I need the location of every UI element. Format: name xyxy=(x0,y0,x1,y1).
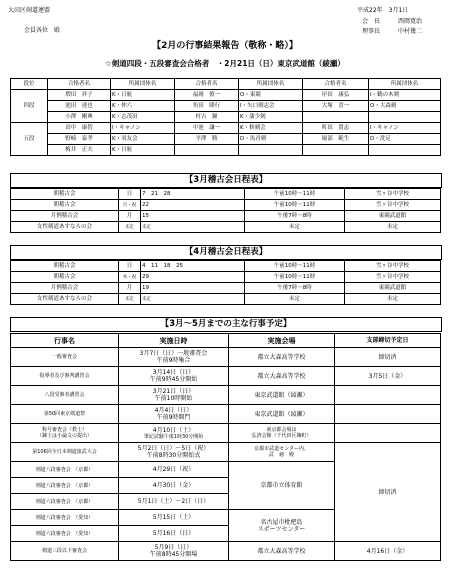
table-cell: 福岡 慎一 xyxy=(175,90,239,101)
table-row xyxy=(11,112,441,123)
table-cell: K・羽友会 xyxy=(111,134,175,145)
table-cell xyxy=(303,145,369,156)
event-venue: 京都市立体育館 xyxy=(229,462,335,510)
col-header: 行事名 xyxy=(11,334,119,348)
table-cell: 田中 康智 xyxy=(48,123,111,134)
col-header: 実施日時 xyxy=(119,334,229,348)
date-line: 3月14日（日） xyxy=(152,369,195,376)
table-cell: K・日航 xyxy=(111,90,175,101)
place: 雪ヶ谷中学校 xyxy=(345,261,441,272)
doc-date: 平成22年 3月1日 xyxy=(357,7,409,14)
place: 東競武道館 xyxy=(345,283,441,294)
table-cell: I・矢口剣志会 xyxy=(239,101,303,112)
table-row xyxy=(11,101,441,112)
table-cell: 岸田 康弘 xyxy=(303,90,369,101)
table-cell: I・鶴の木剣 xyxy=(369,90,441,101)
table-cell xyxy=(369,112,441,123)
event-venue xyxy=(229,510,335,542)
table-cell: I・キャノン xyxy=(111,123,175,134)
event-name: 剣道六段審査会 （愛知） xyxy=(11,526,119,542)
section-title-april: 【4月稽古会日程表】 xyxy=(10,245,442,260)
weekday: 未定 xyxy=(119,294,141,305)
table-row xyxy=(11,145,441,156)
section-title-results: 【2月の行事結果報告（敬称・略）】 xyxy=(152,41,298,51)
table-row xyxy=(11,405,441,424)
col-header: 合格者名 xyxy=(303,79,369,90)
event-name: 月例稽古会 xyxy=(11,211,119,222)
venue-line: 東京都会場は xyxy=(266,427,297,433)
table-row xyxy=(11,272,441,283)
col-header: 所属団体名 xyxy=(239,79,303,90)
table-cell: 中池 謙一 xyxy=(175,123,239,134)
date-line: 4月10日（土） xyxy=(152,426,195,434)
table-row xyxy=(11,261,441,272)
passers-header-row xyxy=(11,79,441,90)
table-cell: 平澤 勝 xyxy=(175,134,239,145)
rank-cell: 五段 xyxy=(11,123,48,156)
event-date: 5月1日（土）～2日（日） xyxy=(119,494,229,510)
event-name: 剣道八段審査会 （愛知） xyxy=(11,510,119,526)
event-date xyxy=(119,542,229,561)
time: 午前10時～11時 xyxy=(245,261,345,272)
event-date xyxy=(119,405,229,424)
col-header: 合格者名 xyxy=(48,79,111,90)
table-cell: O・大森剣 xyxy=(369,101,441,112)
event-name: 朝稽古会 xyxy=(11,261,119,272)
table-cell: 村吉 鐘 xyxy=(175,112,239,123)
dates: 19 xyxy=(141,283,245,294)
place: 雪ヶ谷中学校 xyxy=(345,189,441,200)
date-line: 5月9日（日） xyxy=(154,544,193,551)
sender1-name: 西岡寛治 xyxy=(398,18,423,25)
venue-line: 名古屋市枇杷島 xyxy=(260,518,303,526)
passers-table xyxy=(10,78,441,156)
deadline-empty xyxy=(335,405,441,424)
event-name: 朝稽古会 xyxy=(11,272,119,283)
table-cell xyxy=(369,145,441,156)
col-header: 段位 xyxy=(11,79,48,90)
event-name: 八段受審者講習会 xyxy=(11,386,119,405)
date-line: 午前9時集合 xyxy=(156,357,191,364)
date-line: 午前8時45分開場 xyxy=(149,551,198,558)
table-cell xyxy=(239,145,303,156)
table-cell xyxy=(175,145,239,156)
table-row xyxy=(11,123,441,134)
dates: 未定 xyxy=(141,222,245,233)
weekday: 月・祝 xyxy=(119,200,141,211)
event-name: 剣道八段審査会 （京都） xyxy=(11,478,119,494)
event-name: 朝稽古会 xyxy=(11,189,119,200)
date-line: 午前9時開門 xyxy=(156,414,191,421)
deadline: 3月5日（金） xyxy=(335,367,441,386)
table-row xyxy=(11,90,441,101)
time: 未定 xyxy=(245,294,345,305)
date-line: 3月7日（日）一般審査会 xyxy=(139,350,208,357)
event-venue: 都立大森高等学校 xyxy=(229,542,335,561)
deadline-empty xyxy=(335,424,441,443)
events-header-row xyxy=(11,334,441,348)
time: 未定 xyxy=(245,222,345,233)
sender2-role: 理事長 xyxy=(362,28,381,35)
dates: 7 21 28 xyxy=(141,189,245,200)
table-row xyxy=(11,189,441,200)
date-line: 午前8時30分開始式 xyxy=(146,452,201,459)
event-venue xyxy=(229,443,335,462)
place: 雪ヶ谷中学校 xyxy=(345,200,441,211)
date-line: 5月2日（日）～5日（祝） xyxy=(137,445,210,452)
event-date: 5月16日（日） xyxy=(119,526,229,542)
venue-line: スポーツセンター xyxy=(257,525,306,533)
table-cell: K・志茂田 xyxy=(111,112,175,123)
place: 東競武道館 xyxy=(345,211,441,222)
date-line: 筆記試験午後1時30分開始 xyxy=(143,433,204,440)
addressee: 会員各位 殿 xyxy=(24,27,61,34)
event-date xyxy=(119,443,229,462)
table-cell: D・馬青剣 xyxy=(239,134,303,145)
event-date xyxy=(119,386,229,405)
event-name: 月例稽古会 xyxy=(11,283,119,294)
col-header: 実施会場 xyxy=(229,334,335,348)
date-line: 午前10時開始 xyxy=(154,395,193,402)
table-row xyxy=(11,211,441,222)
dates: 4 11 18 25 xyxy=(141,261,245,272)
place: 雪ヶ谷中学校 xyxy=(345,272,441,283)
event-name: 女性剣道あすなろの会 xyxy=(11,222,119,233)
rank-cell: 四段 xyxy=(11,90,48,123)
table-row xyxy=(11,386,441,405)
deadline: 4月16日（金） xyxy=(335,542,441,561)
table-cell xyxy=(303,112,369,123)
table-cell: 角田 隆行 xyxy=(175,101,239,112)
time: 午後7時～8時 xyxy=(245,283,345,294)
table-cell: D・洗足 xyxy=(369,134,441,145)
dates: 29 xyxy=(141,272,245,283)
date-line: 3月21日（日） xyxy=(152,388,195,395)
event-date xyxy=(119,424,229,443)
event-name: 剣道八段審査会 （京都） xyxy=(11,462,119,478)
org-name: 大田区剣道連盟 xyxy=(8,7,51,14)
table-cell: 池田 達也 xyxy=(48,101,111,112)
event-date: 5月15日（土） xyxy=(119,510,229,526)
deadline: 締切済 xyxy=(335,443,441,542)
event-date xyxy=(119,348,229,367)
table-row xyxy=(11,222,441,233)
table-row xyxy=(11,542,441,561)
events-table xyxy=(10,333,441,561)
deadline: 締切済 xyxy=(335,348,441,367)
weekday: 月 xyxy=(119,211,141,222)
name-line: （錬士は小論文の提出） xyxy=(36,433,92,439)
venue-line: 弘済会館（千代田区麹町） xyxy=(251,433,312,439)
date-line: 4月4日（日） xyxy=(154,407,193,414)
place: 未定 xyxy=(345,294,441,305)
event-name: 第106回全日本剣道演武大会 xyxy=(11,443,119,462)
table-row xyxy=(11,294,441,305)
event-date: 4月29日（祝） xyxy=(119,462,229,478)
sender2-name: 中村幾二 xyxy=(398,28,423,35)
table-cell: 野崎 泰孝 xyxy=(48,134,111,145)
weekday: 木・祝 xyxy=(119,272,141,283)
table-cell: 増田 祥子 xyxy=(48,90,111,101)
table-cell: 小澤 剛典 xyxy=(48,112,111,123)
table-row xyxy=(11,424,441,443)
exam-subtitle: ☆剣道四段・五段審査会合格者 ・2月21日（日）東京武道館（綾瀬） xyxy=(105,59,345,68)
place: 未定 xyxy=(345,222,441,233)
time: 午前10時～11時 xyxy=(245,272,345,283)
event-name: 指導者及び審判講習会 xyxy=(11,367,119,386)
table-cell: K・蒲少剣 xyxy=(239,112,303,123)
event-venue: 都立大森高等学校 xyxy=(229,348,335,367)
event-venue xyxy=(229,424,335,443)
table-cell: K・日航 xyxy=(111,145,175,156)
time: 午前10時～11時 xyxy=(245,200,345,211)
weekday: 月 xyxy=(119,283,141,294)
table-cell: O・東競 xyxy=(239,90,303,101)
table-row xyxy=(11,283,441,294)
table-cell: 堀部 範生 xyxy=(303,134,369,145)
weekday: 日 xyxy=(119,261,141,272)
date-line: 午前9時45分開始 xyxy=(149,376,198,383)
march-schedule-table xyxy=(10,188,441,233)
event-name: 一般審査会 xyxy=(11,348,119,367)
table-row xyxy=(11,348,441,367)
col-header: 合格者名 xyxy=(175,79,239,90)
event-name xyxy=(11,424,119,443)
weekday: 日 xyxy=(119,189,141,200)
event-name: 剣道六段審査会 （京都） xyxy=(11,494,119,510)
table-row xyxy=(11,443,441,462)
col-header: 支部締切予定日 xyxy=(335,334,441,348)
table-cell: K・修剣会 xyxy=(239,123,303,134)
table-cell: 梅井 正夫 xyxy=(48,145,111,156)
event-venue: 東京武道館（綾瀬） xyxy=(229,405,335,424)
event-name: 朝稽古会 xyxy=(11,200,119,211)
dates: 15 xyxy=(141,211,245,222)
section-title-march: 【3月稽古会日程表】 xyxy=(10,173,442,188)
col-header: 所属団体名 xyxy=(369,79,441,90)
weekday: 未定 xyxy=(119,222,141,233)
table-cell: 大塚 喜一 xyxy=(303,101,369,112)
col-header: 所属団体名 xyxy=(111,79,175,90)
time: 午後7時～8時 xyxy=(245,211,345,222)
event-name: 第50回東京剣道祭 xyxy=(11,405,119,424)
table-row xyxy=(11,367,441,386)
table-cell: 町田 貴志 xyxy=(303,123,369,134)
venue-line: 武 徳 殿 xyxy=(268,452,294,458)
table-cell: I・キャノン xyxy=(369,123,441,134)
name-line: 称号審査会（教士） xyxy=(41,427,87,433)
venue-line: 京都市武道センター内、 xyxy=(254,446,309,452)
event-venue: 東京武道館（綾瀬） xyxy=(229,386,335,405)
event-venue: 都立大森高等学校 xyxy=(229,367,335,386)
section-title-events: 【3月～5月までの主な行事予定】 xyxy=(10,317,442,332)
table-row xyxy=(11,200,441,211)
event-name: 剣道三段以下審査会 xyxy=(11,542,119,561)
event-date xyxy=(119,367,229,386)
table-cell: K・仲六 xyxy=(111,101,175,112)
event-date: 4月30日（金） xyxy=(119,478,229,494)
dates: 22 xyxy=(141,200,245,211)
time: 午前10時～11時 xyxy=(245,189,345,200)
table-row xyxy=(11,134,441,145)
dates: 未定 xyxy=(141,294,245,305)
deadline-empty xyxy=(335,386,441,405)
event-name: 女性剣道あすなろの会 xyxy=(11,294,119,305)
april-schedule-table xyxy=(10,260,441,305)
sender1-role: 会 長 xyxy=(362,18,381,25)
